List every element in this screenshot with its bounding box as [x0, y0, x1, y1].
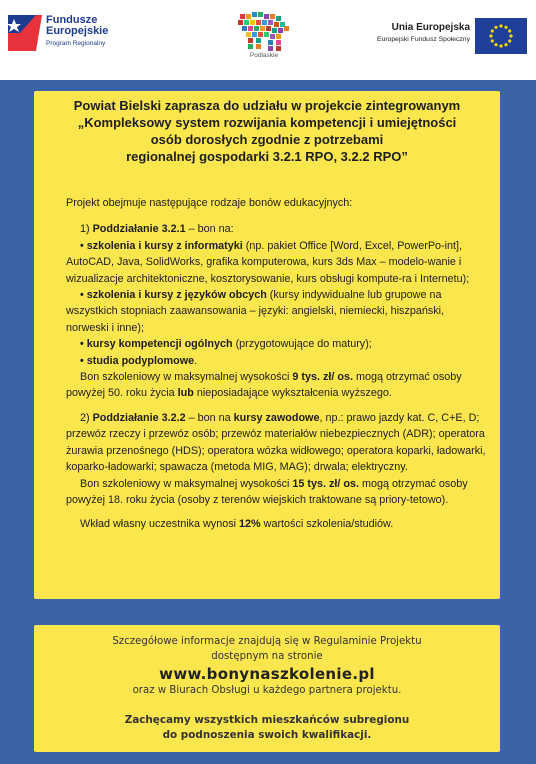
section-321-heading — [66, 221, 486, 237]
section-322-name: Poddziałanie 3.2.2 — [92, 411, 186, 424]
section-322-kursy: kursy zawodowe — [233, 411, 320, 424]
podlaskie-label: Podlaskie — [249, 52, 279, 59]
section-321-number: 1) — [80, 223, 93, 236]
list-item-text: (kursy indywidualne lub grupowe na wszystkich stopniach zaawansowania – języki: angielski, niemiecki, hiszpański, norweski i inne); — [66, 289, 445, 334]
bon-text: Bon szkoleniowy w maksymalnej wysokości — [80, 477, 293, 490]
footer-line3: oraz w Biurach Obsługi u każdego partnera projektu. — [132, 685, 402, 696]
title-line2: „Kompleksowy system rozwijania kompetencji i umiejętności — [77, 115, 457, 130]
wklad-percent: 12% — [239, 518, 261, 531]
footer-info-text — [34, 634, 500, 664]
footer-line4: Zachęcamy wszystkich mieszkańców subregionu — [124, 714, 410, 726]
section-321-rest: – bon na: — [185, 223, 234, 236]
section-322-text — [66, 410, 486, 476]
section-321-bon-info — [66, 369, 486, 402]
bon-text: Bon szkoleniowy w maksymalnej wysokości — [80, 371, 293, 384]
bon-text: mogą otrzymać osoby powyżej 50. roku życia — [66, 371, 462, 400]
own-contribution-text — [66, 516, 486, 532]
project-description — [66, 195, 486, 533]
bon-text: mogą otrzymać osoby powyżej 18. roku życia (osoby z terenów wiejskich traktowane są priory-tetowo). — [66, 477, 468, 506]
eu-logo-text — [330, 22, 470, 46]
section-322-list: , np.: prawo jazdy kat. C, C+E, D; przewóz rzeczy i przewóz osób; przewóz materiałów niebezpiecznych (ADR); operatora żurawia przenośnego (HDS); operatora wózka widłowego; operatora koparki, ładowarki, koparko-ładowarki; spawacza (metoda MIG, MAG); drwala; elektryczny. — [66, 411, 486, 474]
title-line1: Powiat Bielski zaprasza do udziału w projekcie zintegrowanym — [73, 98, 461, 113]
footer-info-panel — [34, 625, 500, 752]
section-322-number: 2) — [80, 411, 93, 424]
title-line3: osób dorosłych zgodnie z potrzebami — [150, 132, 384, 147]
website-url: www.bonynaszkolenie.pl — [159, 665, 375, 683]
intro-text: Projekt obejmuje następujące rodzaje bonów edukacyjnych: — [66, 197, 353, 209]
logo-header — [0, 0, 536, 80]
fe-flag-icon — [6, 13, 44, 53]
footer-call-to-action — [34, 713, 500, 743]
bon-amount-322: 15 tys. zł/ os. — [292, 477, 360, 490]
section-321-name: Poddziałanie 3.2.1 — [92, 223, 186, 236]
list-item-title: • szkolenia i kursy z informatyki — [80, 239, 243, 252]
fe-logo-line2: Europejskie — [46, 25, 109, 37]
list-item-text: (przygotowujące do matury); — [232, 338, 372, 351]
podlaskie-logo — [234, 10, 294, 66]
list-item-text: . — [194, 354, 198, 367]
list-item-title: • kursy kompetencji ogólnych — [80, 338, 233, 351]
list-item-title: • szkolenia i kursy z języków obcych — [80, 289, 267, 302]
fe-logo-line3: Program Regionalny — [46, 40, 106, 47]
footer-line1: Szczegółowe informacje znajdują się w Regulaminie Projektu — [112, 636, 422, 647]
bon-lub: lub — [177, 387, 194, 400]
title-line4: regionalnej gospodarki 3.2.1 RPO, 3.2.2 RPO” — [126, 149, 408, 164]
list-item-title: • studia podyplomowe — [80, 354, 195, 367]
footer-line2: dostępnym na stronie — [211, 651, 323, 662]
bison-mosaic-icon — [234, 10, 294, 52]
fe-logo-line1: Fundusze — [46, 14, 98, 26]
section-322-mid: – bon na — [185, 411, 234, 424]
eu-logo-line1: Unia Europejska — [391, 22, 470, 33]
list-item-text: (np. pakiet Office [Word, Excel, PowerPo-int], AutoCAD, Java, SolidWorks, grafika komputerowa, kurs 3ds Max – modelo-wanie i wizualizacje architektoniczne, kosztorysowanie, kurs obsługi kompute-ra i Internetu); — [66, 239, 470, 285]
list-item — [66, 287, 486, 336]
eu-flag-icon — [475, 18, 527, 54]
list-item — [66, 238, 486, 287]
section-322-bon-info — [66, 476, 486, 509]
list-item — [66, 336, 486, 352]
fundusze-europejskie-logo — [6, 13, 136, 57]
eu-logo-line2: Europejski Fundusz Społeczny — [377, 36, 470, 43]
list-item — [66, 353, 486, 369]
main-info-panel — [34, 91, 500, 599]
bon-text: nieposiadające wykształcenia wyższego. — [193, 387, 392, 400]
project-title — [34, 97, 500, 165]
bon-amount-321: 9 tys. zł/ os. — [292, 371, 354, 384]
footer-line5: do podnoszenia swoich kwalifikacji. — [162, 729, 372, 741]
wklad-text: Wkład własny uczestnika wynosi — [80, 518, 240, 531]
wklad-text: wartości szkolenia/studiów. — [260, 518, 394, 531]
